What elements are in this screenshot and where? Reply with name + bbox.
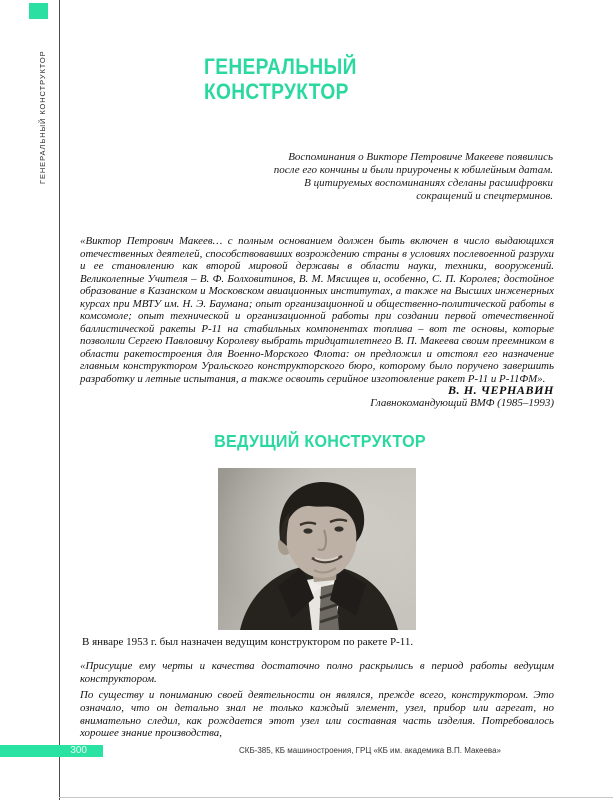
chapter-side-label: ГЕНЕРАЛЬНЫЙ КОНСТРУКТОР bbox=[38, 50, 47, 184]
photo-caption: В январе 1953 г. был назначен ведущим конструктором по ракете Р-11. bbox=[82, 636, 414, 648]
quote-author: В. Н. ЧЕРНАВИН bbox=[447, 383, 554, 397]
quote-author-role: Главнокомандующий ВМФ (1985–1993) bbox=[370, 397, 554, 409]
intro-note-line: Воспоминания о Викторе Петровиче Макееве появились bbox=[288, 151, 553, 163]
section-heading: ВЕДУЩИЙ КОНСТРУКТОР bbox=[214, 431, 426, 451]
intro-note-line: В цитируемых воспоминаниях сделаны расшифровки bbox=[304, 177, 553, 189]
page-title-line2: КОНСТРУКТОР bbox=[204, 79, 349, 104]
margin-vertical-rule bbox=[59, 0, 60, 800]
page-number: 300 bbox=[70, 745, 87, 756]
page-title bbox=[204, 54, 357, 104]
chapter-color-tab bbox=[29, 3, 48, 19]
portrait-photo-illustration bbox=[218, 468, 416, 630]
intro-note-line: после его кончины и были приурочены к юбилейным датам. bbox=[273, 164, 553, 176]
memoir-paragraph: «Присущие ему черты и качества достаточно полно раскрылись в период работы ведущим конструктором. bbox=[80, 660, 554, 685]
page-title-line1: ГЕНЕРАЛЬНЫЙ bbox=[204, 54, 357, 79]
memoir-quote: «Виктор Петрович Макеев… с полным основанием должен быть включен в число выдающихся отечественных деятелей, способствовавших возрождению страны в условиях послевоенной разрухи и ее становлению как второй мировой державы в области науки, техники, вооружений. Великолепные Учителя – В. Ф. Болховитинов, В. М. Мясищев и, особенно, С. П. Королев; достойное образование в Казанском и Московском авиационных институтах, а также на Высших инженерных курсах при МВТУ им. Н. Э. Баумана; опыт организационной и общественно-политической работы в комсомоле; опыт технической и организационной работы при создании первой отечественной баллистической ракеты Р-11 на стабильных компонентах топлива – вот те основы, которые позволили Сергею Павловичу Королеву выбрать тридцатилетнего В. П. Макеева своим преемником в области ракетостроения для Военно-Морского Флота: он предложил и отстоял его назначение главным конструктором Уральского конструкторского бюро, которому было поручено завершить разработку и летные испытания, а также освоить серийное изготовление ракет Р-11 и Р-11ФМ». bbox=[80, 235, 554, 385]
footer-credit: СКБ-385, КБ машиностроения, ГРЦ «КБ им. академика В.П. Макеева» bbox=[239, 746, 501, 755]
intro-note bbox=[80, 151, 553, 203]
page-number-badge bbox=[0, 745, 103, 757]
portrait-photo bbox=[218, 468, 416, 630]
page-bottom-rule bbox=[59, 797, 613, 798]
intro-note-line: сокращений и спецтерминов. bbox=[416, 190, 553, 202]
memoir-paragraph: По существу и пониманию своей деятельности он являлся, прежде всего, конструктором. Это означало, что он детально знал не только каждый элемент, узел, прибор или агрегат, но внимательно следил, как рождается этот узел или составная часть изделия. Потребовалось хорошее знание производства, bbox=[80, 689, 554, 740]
